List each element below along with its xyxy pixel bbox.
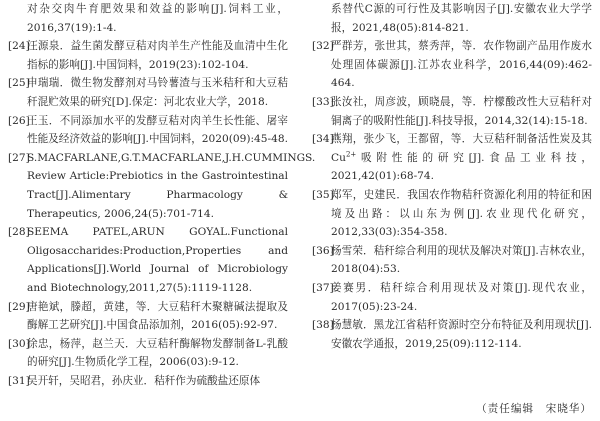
reference-number: [27] [8,151,30,164]
reference-text: 徐忠，杨萍，赵兰天．大豆秸秆酶解物发酵制备L-乳酸的研究[J].生物质化学工程，2006(03):9-12. [27,337,288,369]
reference-item [312,93,592,130]
reference-text: 严群芳，张世其，蔡秀萍，等．农作物副产品用作废水处理固体碳源[J].江苏农业科学，2016,44(09):462-464. [331,40,592,90]
reference-text: 唐艳斌，滕超，黄建，等．大豆秸秆木聚糖碱法提取及酶解工艺研究[J].中国食品添加剂，2016(05):92-97. [27,300,288,332]
reference-number: [31] [8,374,30,387]
reference-number: [38] [312,319,334,332]
reference-number: [32] [312,40,334,53]
reference-text: S.MACFARLANE,G.T.MACFARLANE,J.H.CUMMINGS. Review Article:Prebiotics in the Gastrointestinal Tract[J].Alimentary Pharmacology & Therapeutics, 2006,24(5):701-714. [27,151,316,220]
reference-text: 姜赛男．秸秆综合利用现状及对策[J].现代农业，2017(05):23-24. [331,281,592,313]
reference-text: 吴开轩，吴昭君，孙庆业．秸秆作为硫酸盐还原体 [27,374,261,387]
reference-text: 杨雪荣．秸秆综合利用的现状及解决对策[J].吉林农业，2018(04):53. [331,244,592,276]
editor-note: （责任编辑 宋晓华） [476,403,592,415]
reference-text-part: 燕翔，张少飞，王都留，等．大豆秸秆制备活性炭及其Cu [331,133,592,164]
reference-text: SEEMA PATEL,ARUN GOYAL.Functional Oligosaccharides:Production,Properties and Applications[J].World Journal of Microbiology and Biotechnology,2011,27(5):1119-1128. [27,226,288,294]
reference-continuation [312,0,592,37]
reference-item [8,74,288,111]
reference-item [312,316,592,353]
reference-number: [34] [312,133,334,146]
reference-text [331,133,592,182]
reference-text-part: 吸附性能的研究[J].食品工业科技，2021,42(01):68-74. [331,151,592,183]
reference-item [8,112,288,149]
reference-number: [37] [312,281,334,294]
reference-number: [24] [8,40,30,53]
reference-number: [29] [8,300,30,313]
reference-item [312,279,592,316]
reference-text: 申瑞瑞．微生物发酵剂对马铃薯渣与玉米秸秆和大豆秸秆混贮效果的研究[D].保定：河北农业大学，2018. [27,77,288,108]
reference-number: [25] [8,77,30,90]
reference-item [8,335,288,372]
reference-text: 王玉．不同添加水平的发酵豆秸对肉羊生长性能、屠宰性能及经济效益的影响[J].中国饲料，2020(09):45-48. [27,114,288,146]
reference-item [312,130,592,186]
reference-number: [35] [312,188,334,201]
reference-text: 杨慧敏．黑龙江省秸秆资源时空分布特征及利用现状[J].安徽农学通报，2019,25(09):112-114. [331,319,592,350]
reference-continuation [8,0,288,37]
reference-text: 张汝社，周彦波，顾晓晨，等．柠檬酸改性大豆秸秆对铜离子的吸附性能[J].科技导报，2014,32(14):15-18. [331,95,592,127]
right-column [312,0,592,353]
reference-item [8,372,288,391]
reference-item [8,298,288,335]
reference-continuation-text: 对杂交肉牛育肥效果和效益的影响[J].饲料工业，2016,37(19):1-4. [27,3,288,34]
reference-item [8,37,288,74]
superscript: 2+ [345,150,357,159]
reference-item [312,186,592,242]
reference-item [312,37,592,93]
reference-item [8,223,288,297]
left-column [8,0,316,390]
reference-item [312,242,592,279]
reference-number: [30] [8,337,30,350]
reference-continuation-text: 系替代C源的可行性及其影响因子[J].安徽农业大学学报，2021,48(05):814-821. [331,3,592,34]
reference-text: 汪源泉．益生菌发酵豆秸对肉羊生产性能及血清中生化指标的影响[J].中国饲料，2019(23):102-104. [27,40,288,71]
reference-number: [33] [312,95,334,108]
reference-item [8,149,316,223]
reference-number: [26] [8,114,30,127]
reference-text: 郑军，史建民．我国农作物秸秆资源化利用的特征和困境及出路：以山东为例[J].农业现代化研究，2012,33(03):354-358. [331,188,592,239]
reference-number: [36] [312,244,334,257]
reference-number: [28] [8,226,30,239]
